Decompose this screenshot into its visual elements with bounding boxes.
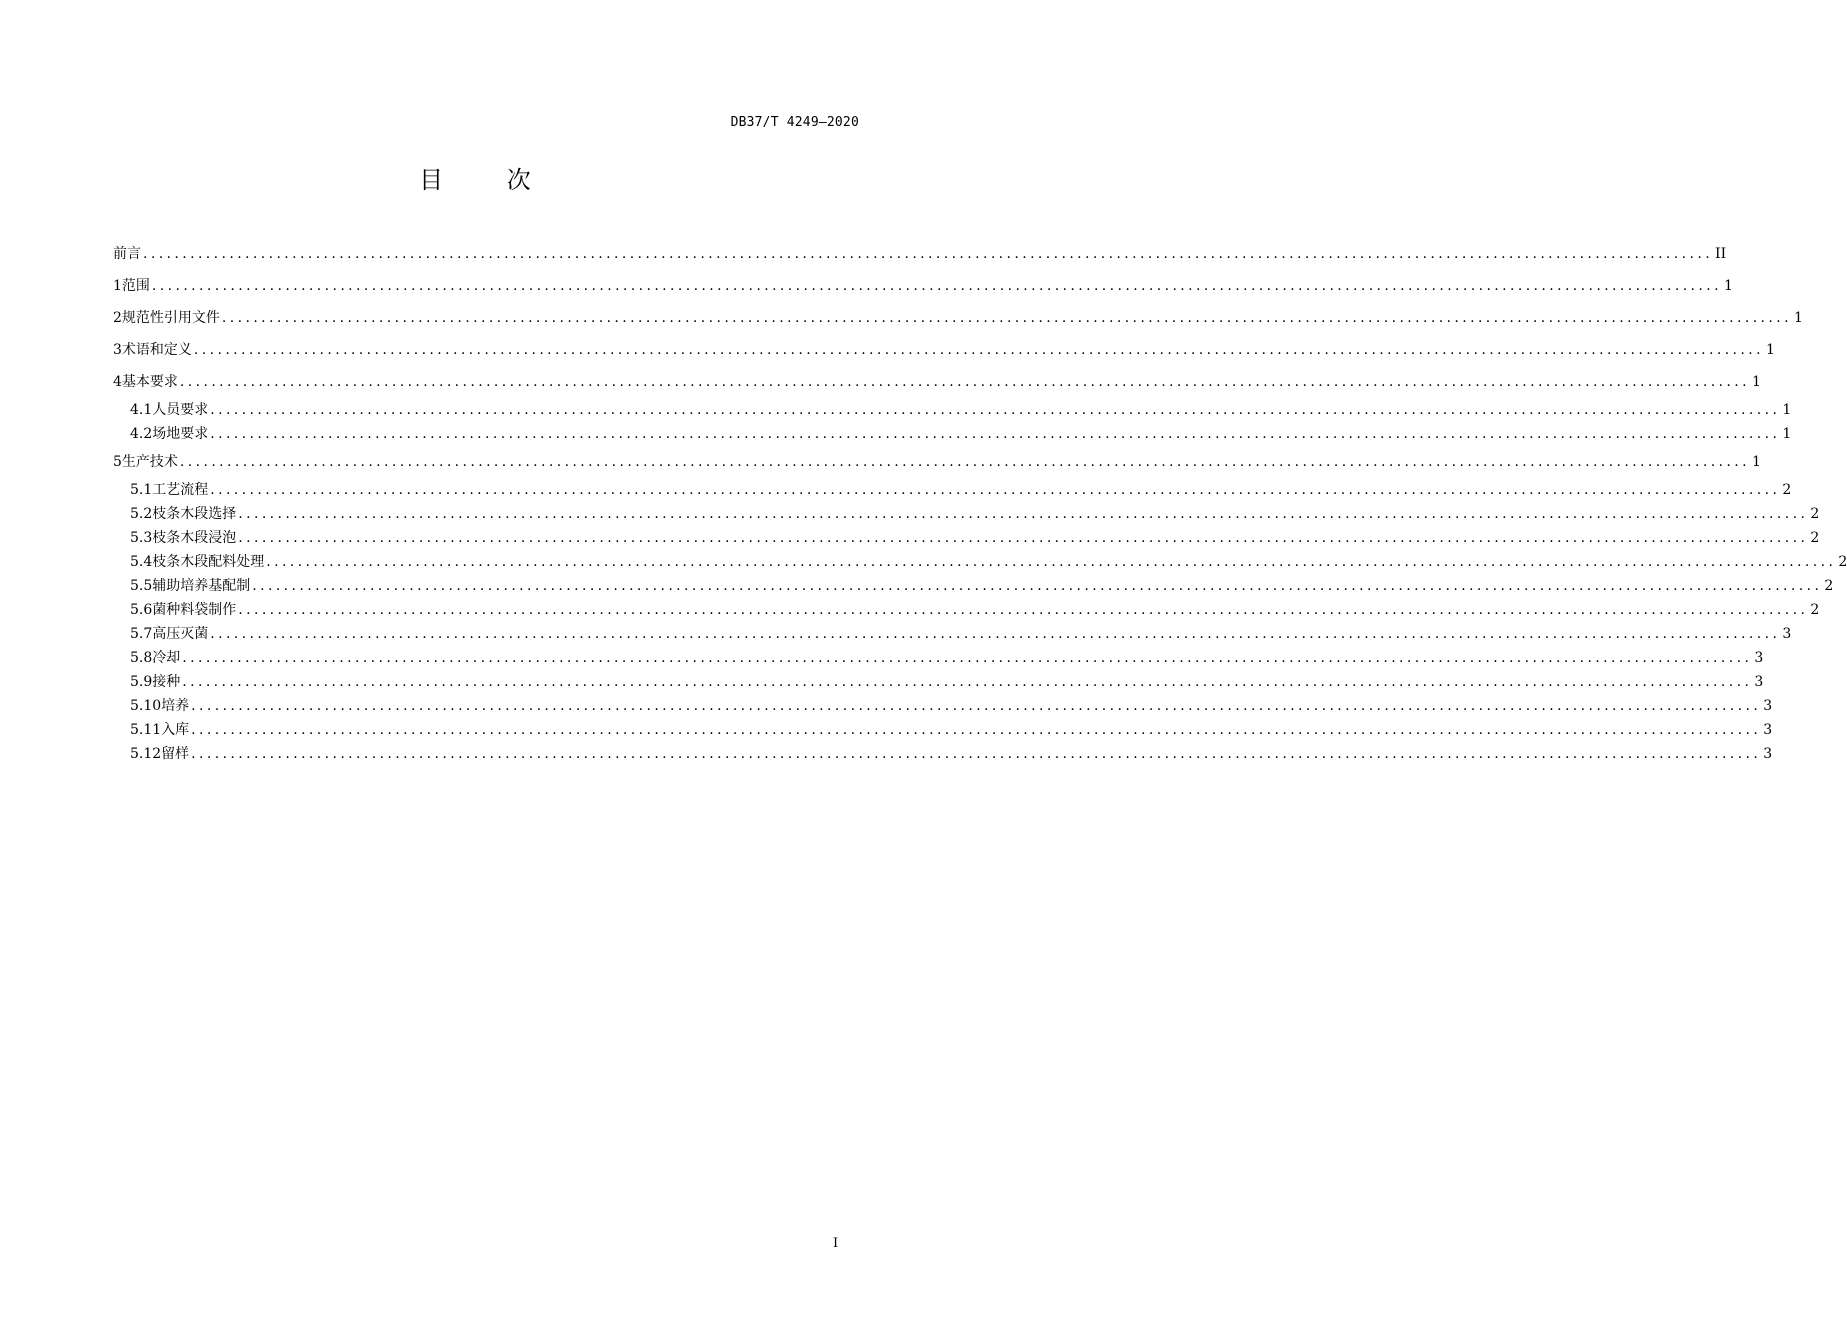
toc-entry-number: 5.12 xyxy=(130,746,162,762)
toc-entry-page: 1 xyxy=(1723,278,1733,294)
dot-leader: ........................................................................................................................................................................................................ xyxy=(266,554,1837,570)
toc-entry-5-8[interactable] xyxy=(113,648,1764,668)
toc-entry-5-10[interactable] xyxy=(113,696,1773,716)
dot-leader: ........................................................................................................................................................................................................ xyxy=(191,746,1762,762)
toc-entry-page: 1 xyxy=(1751,454,1761,470)
toc-entry-page: 1 xyxy=(1765,342,1775,358)
toc-entry-number: 5.1 xyxy=(130,482,153,498)
toc-entry-label: 工艺流程 xyxy=(152,482,209,498)
toc-entry-label: 基本要求 xyxy=(121,374,178,390)
dot-leader: ........................................................................................................................................................................................................ xyxy=(191,722,1762,738)
toc-entry-page: 1 xyxy=(1751,374,1761,390)
toc-entry-number: 5 xyxy=(113,454,122,470)
toc-entry-page: 2 xyxy=(1824,578,1834,594)
toc-entry-page: II xyxy=(1715,246,1727,262)
toc-entry-5-5[interactable] xyxy=(113,576,1834,596)
toc-entry-label: 培养 xyxy=(161,698,190,714)
toc-entry-foreword[interactable] xyxy=(113,244,1727,264)
toc-entry-number: 4.1 xyxy=(130,402,153,418)
toc-entry-label: 生产技术 xyxy=(121,454,178,470)
dot-leader: ........................................................................................................................................................................................................ xyxy=(238,530,1809,546)
toc-entry-label: 范围 xyxy=(121,278,150,294)
toc-entry-label: 留样 xyxy=(161,746,190,762)
toc-entry-5-1[interactable] xyxy=(113,480,1792,500)
toc-entry-4[interactable] xyxy=(113,372,1761,392)
toc-entry-label: 术语和定义 xyxy=(121,342,192,358)
toc-entry-number: 5.11 xyxy=(130,722,162,738)
dot-leader: ........................................................................................................................................................................................................ xyxy=(238,602,1809,618)
toc-entry-5-6[interactable] xyxy=(113,600,1820,620)
toc-entry-5-11[interactable] xyxy=(113,720,1773,740)
toc-entry-5[interactable] xyxy=(113,452,1761,472)
toc-entry-page: 1 xyxy=(1782,426,1792,442)
toc-entry-page: 2 xyxy=(1810,530,1820,546)
toc-entry-1[interactable] xyxy=(113,276,1733,296)
dot-leader: ........................................................................................................................................................................................................ xyxy=(210,402,1781,418)
page-number: I xyxy=(833,1236,839,1251)
dot-leader: ........................................................................................................................................................................................................ xyxy=(179,454,1750,470)
toc-entry-number: 5.9 xyxy=(130,674,153,690)
dot-leader: ........................................................................................................................................................................................................ xyxy=(210,426,1781,442)
dot-leader: ........................................................................................................................................................................................................ xyxy=(179,374,1750,390)
toc-entry-number: 5.2 xyxy=(130,506,153,522)
toc-entry-number: 5.7 xyxy=(130,626,153,642)
toc-entry-number: 2 xyxy=(113,310,122,326)
toc-entry-label: 高压灭菌 xyxy=(152,626,209,642)
toc-entry-number: 5.4 xyxy=(130,554,153,570)
table-of-contents xyxy=(113,0,1847,800)
dot-leader: ........................................................................................................................................................................................................ xyxy=(210,482,1781,498)
toc-entry-number: 5.5 xyxy=(130,578,153,594)
toc-entry-page: 2 xyxy=(1810,506,1820,522)
toc-entry-number: 5.8 xyxy=(130,650,153,666)
toc-entry-number: 5.10 xyxy=(130,698,162,714)
toc-entry-5-4[interactable] xyxy=(113,552,1847,572)
dot-leader: ........................................................................................................................................................................................................ xyxy=(238,506,1809,522)
toc-entry-page: 3 xyxy=(1782,626,1792,642)
dot-leader: ........................................................................................................................................................................................................ xyxy=(143,246,1714,262)
toc-entry-page: 1 xyxy=(1782,402,1792,418)
toc-entry-label: 冷却 xyxy=(152,650,181,666)
page-title: 目 次 xyxy=(419,166,559,194)
toc-entry-label: 菌种料袋制作 xyxy=(152,602,237,618)
toc-entry-2[interactable] xyxy=(113,308,1803,328)
toc-entry-number: 4.2 xyxy=(130,426,153,442)
toc-entry-page: 3 xyxy=(1754,674,1764,690)
toc-entry-page: 3 xyxy=(1763,698,1773,714)
toc-entry-4-2[interactable] xyxy=(113,424,1792,444)
toc-entry-4-1[interactable] xyxy=(113,400,1792,420)
dot-leader: ........................................................................................................................................................................................................ xyxy=(182,674,1753,690)
toc-entry-label: 枝条木段配料处理 xyxy=(152,554,265,570)
toc-entry-page: 3 xyxy=(1763,722,1773,738)
toc-entry-label: 人员要求 xyxy=(152,402,209,418)
toc-entry-label: 规范性引用文件 xyxy=(121,310,220,326)
toc-entry-page: 2 xyxy=(1810,602,1820,618)
toc-entry-3[interactable] xyxy=(113,340,1775,360)
dot-leader: ........................................................................................................................................................................................................ xyxy=(210,626,1781,642)
toc-entry-page: 2 xyxy=(1782,482,1792,498)
toc-entry-label: 前言 xyxy=(113,246,141,262)
dot-leader: ........................................................................................................................................................................................................ xyxy=(151,278,1722,294)
toc-entry-page: 3 xyxy=(1754,650,1764,666)
toc-entry-5-9[interactable] xyxy=(113,672,1764,692)
toc-entry-5-3[interactable] xyxy=(113,528,1820,548)
toc-entry-label: 入库 xyxy=(161,722,190,738)
toc-entry-number: 3 xyxy=(113,342,122,358)
document-code: DB37/T 4249—2020 xyxy=(730,115,859,130)
toc-entry-5-12[interactable] xyxy=(113,744,1773,764)
toc-entry-number: 1 xyxy=(113,278,122,294)
dot-leader: ........................................................................................................................................................................................................ xyxy=(221,310,1792,326)
toc-entry-page: 3 xyxy=(1763,746,1773,762)
toc-entry-label: 枝条木段选择 xyxy=(152,506,237,522)
dot-leader: ........................................................................................................................................................................................................ xyxy=(191,698,1762,714)
dot-leader: ........................................................................................................................................................................................................ xyxy=(252,578,1823,594)
toc-entry-label: 场地要求 xyxy=(152,426,209,442)
dot-leader: ........................................................................................................................................................................................................ xyxy=(193,342,1764,358)
dot-leader: ........................................................................................................................................................................................................ xyxy=(182,650,1753,666)
toc-entry-label: 枝条木段浸泡 xyxy=(152,530,237,546)
toc-entry-5-7[interactable] xyxy=(113,624,1792,644)
toc-entry-label: 辅助培养基配制 xyxy=(152,578,251,594)
toc-entry-number: 5.6 xyxy=(130,602,153,618)
toc-entry-5-2[interactable] xyxy=(113,504,1820,524)
toc-entry-page: 2 xyxy=(1838,554,1847,570)
toc-entry-page: 1 xyxy=(1793,310,1803,326)
toc-entry-number: 4 xyxy=(113,374,122,390)
toc-entry-label: 接种 xyxy=(152,674,181,690)
toc-entry-number: 5.3 xyxy=(130,530,153,546)
